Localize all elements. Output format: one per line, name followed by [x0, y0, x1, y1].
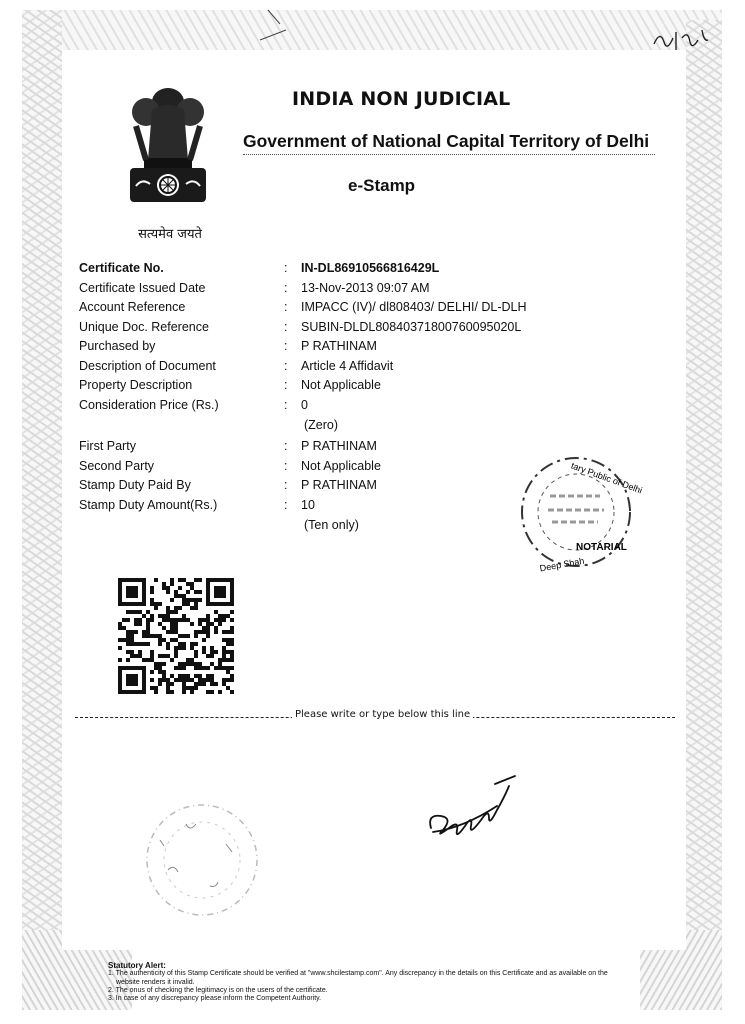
- field-colon: :: [284, 300, 288, 314]
- seal-center-text: NOTARIAL: [576, 542, 627, 553]
- consideration-words: (Zero): [304, 418, 339, 432]
- qr-code-icon: [118, 578, 234, 694]
- seal-ring-text: tary Public of Delhi: [569, 460, 644, 496]
- field-colon: :: [284, 320, 288, 334]
- field-colon: :: [284, 398, 288, 412]
- field-value: P RATHINAM: [301, 339, 377, 353]
- ornamental-border-left: [22, 10, 62, 1000]
- field-label: Account Reference: [79, 300, 186, 314]
- field-value: P RATHINAM: [301, 439, 377, 453]
- pen-mark: [256, 6, 296, 46]
- government-heading: Government of National Capital Territory of Delhi: [243, 131, 650, 151]
- amount-words: (Ten only): [304, 518, 359, 532]
- field-colon: :: [284, 439, 288, 453]
- field-value: Not Applicable: [301, 459, 381, 473]
- ornamental-border-right: [686, 20, 722, 1000]
- field-label: Description of Document: [79, 359, 216, 373]
- ornamental-border-top: [22, 10, 722, 50]
- statutory-alert-title: Statutory Alert:: [108, 961, 166, 970]
- field-value: 10: [301, 498, 315, 512]
- field-value: 0: [301, 398, 308, 412]
- field-label: Certificate Issued Date: [79, 281, 206, 295]
- statutory-alert-item: 1. The authenticity of this Stamp Certificate should be verified at "www.shcilestamp.com". Any discrepancy in the details on this Certificate and as available on the website renders it invalid.: [108, 970, 608, 986]
- field-value: SUBIN-DLDL80840371800760095020L: [301, 320, 522, 334]
- notarial-seal: [510, 450, 645, 580]
- field-value: Not Applicable: [301, 378, 381, 392]
- field-value: P RATHINAM: [301, 478, 377, 492]
- field-label: Consideration Price (Rs.): [79, 398, 219, 412]
- field-colon: :: [284, 339, 288, 353]
- field-colon: :: [284, 459, 288, 473]
- write-below-label: Please write or type below this line: [292, 709, 473, 720]
- field-label: First Party: [79, 439, 136, 453]
- field-colon: :: [284, 498, 288, 512]
- statutory-alert-item: 2. The onus of checking the legitimacy is on the users of the certificate.: [108, 986, 328, 994]
- field-value: IMPACC (IV)/ dl808403/ DELHI/ DL-DLH: [301, 300, 527, 314]
- handwritten-note: [646, 20, 726, 60]
- field-value: IN-DL86910566816429L: [301, 261, 440, 275]
- field-value: 13-Nov-2013 09:07 AM: [301, 281, 430, 295]
- signature-image: [425, 770, 525, 850]
- field-label: Stamp Duty Amount(Rs.): [79, 498, 218, 512]
- emblem-motto: सत्यमेव जयते: [138, 227, 202, 242]
- faint-circular-stamp: [140, 800, 270, 925]
- statutory-alert-item: 3. In case of any discrepancy please inform the Competent Authority.: [108, 995, 322, 1003]
- field-label: Stamp Duty Paid By: [79, 478, 191, 492]
- field-label: Certificate No.: [79, 261, 164, 275]
- field-colon: :: [284, 281, 288, 295]
- field-label: Purchased by: [79, 339, 156, 353]
- doc-type-heading: e-Stamp: [348, 176, 416, 195]
- field-label: Property Description: [79, 378, 193, 392]
- field-value: Article 4 Affidavit: [301, 359, 394, 373]
- field-colon: :: [284, 478, 288, 492]
- field-label: Unique Doc. Reference: [79, 320, 209, 334]
- page-title: INDIA NON JUDICIAL: [292, 88, 511, 110]
- statutory-alert: [108, 962, 628, 1003]
- national-emblem-icon: [118, 80, 218, 230]
- field-colon: :: [284, 261, 288, 275]
- seal-bottom-text: Deep Shah: [538, 555, 586, 574]
- field-colon: :: [284, 378, 288, 392]
- field-colon: :: [284, 359, 288, 373]
- heading-underline: [243, 154, 655, 155]
- field-label: Second Party: [79, 459, 155, 473]
